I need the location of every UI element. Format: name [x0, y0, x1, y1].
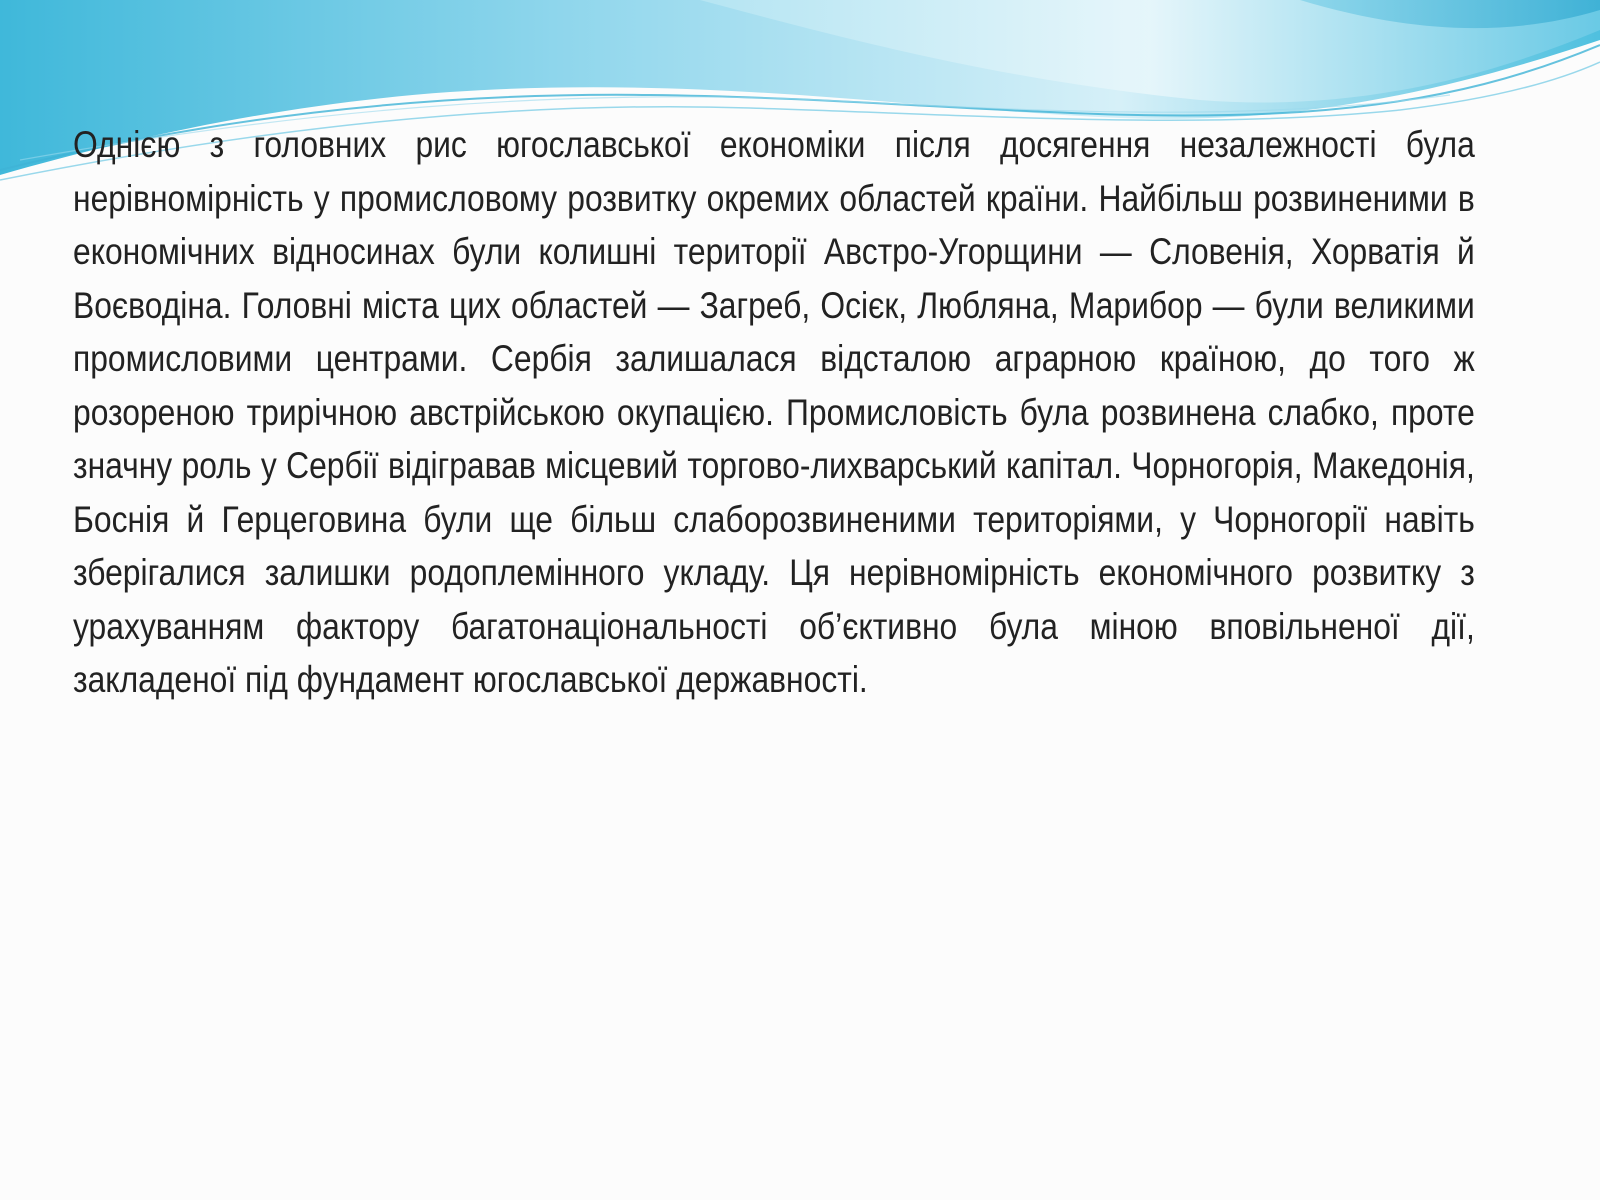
body-paragraph: Однією з головних рис югославської економіки після досягення незалежності була нерівномірність у промисловому розвитку окремих областей країни. Найбільш розвиненими в економічних відносинах були колишні території Австро-Угорщини — Словенія, Хорватія й Воєводіна. Головні міста цих областей — Загреб, Осієк, Любляна, Марибор — були великими промисловими центрами. Сербія залишалася відсталою аграрною країною, до того ж розореною трирічною австрійською окупацією. Промисловість була розвинена слабко, проте значну роль у Сербії відігравав місцевий торгово-лихварський капітал. Чорногорія, Македонія, Боснія й Герцеговина були ще більш слаборозвиненими територіями, у Чорногорії навіть зберігалися залишки родоплемінного укладу. Ця нерівномірність економічного розвитку з урахуванням фактору багатонаціональності об’єктивно була міною вповільненої дії, закладеної під фундамент югославської державності. — [73, 124, 1475, 700]
